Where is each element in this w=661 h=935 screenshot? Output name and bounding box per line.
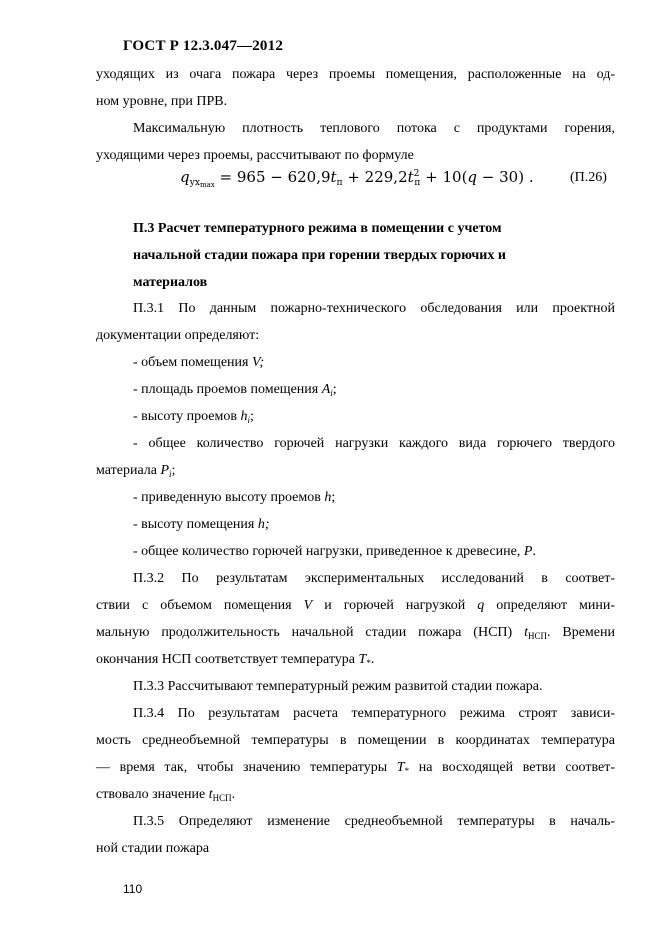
list-item: - общее количество горючей нагрузки каждого вида горючего твердого (133, 436, 615, 451)
text-line: документации определяют: (96, 328, 260, 343)
list-item: - высоту проемов $h_i$; (133, 409, 254, 425)
page-number: 110 (123, 882, 143, 896)
formula (180, 168, 534, 189)
formula-number: (П.26) (570, 170, 607, 185)
section-title: П.3 Расчет температурного режима в помещении с учетом (133, 221, 502, 236)
list-item: - площадь проемов помещения $A_i$; (133, 382, 337, 398)
text-line: Максимальную плотность теплового потока с продуктами горения, (133, 121, 615, 136)
formula-var: t (407, 168, 414, 186)
section-title: материалов (133, 275, 208, 290)
formula-sub: п (336, 178, 343, 188)
formula-var: q (180, 168, 190, 186)
formula-sub: ух (189, 178, 200, 188)
document-header: ГОСТ Р 12.3.047—2012 (123, 38, 284, 54)
formula-part: = 965 − 620,9 (214, 168, 331, 186)
formula-part: − 30) . (477, 168, 534, 186)
formula-sup: 2 (413, 169, 420, 179)
formula-subsub: max (199, 181, 215, 189)
section-title: начальной стадии пожара при горении твердых горючих и (133, 248, 506, 263)
text-line: П.3.3 Рассчитывают температурный режим развитой стадии пожара. (133, 679, 543, 694)
text-line: ствовало значение $t_{НСП}$. (96, 787, 236, 803)
text-line: ной стадии пожара (96, 841, 210, 856)
list-item: - общее количество горючей нагрузки, приведенное к древесине, P. (133, 544, 536, 559)
text-line: ствии с объемом помещения V и горючей нагрузкой q определяют мини- (96, 598, 615, 613)
formula-part: + 10( (420, 168, 468, 186)
text-line: мальную продолжительность начальной стадии пожара (НСП) $t_{НСП}$. Времени (96, 625, 615, 641)
list-item: материала $P_i$; (96, 463, 176, 479)
text-line: П.3.1 По данным пожарно-технического обследования или проектной (133, 301, 615, 316)
formula-part: + 229,2 (342, 168, 408, 186)
formula-var: q (467, 168, 478, 186)
list-item: - объем помещения V; (133, 355, 265, 370)
text-line: ном уровне, при ПРВ. (96, 94, 228, 109)
formula-sub: п (414, 178, 421, 188)
text-line: — время так, чтобы значению температуры $T_*$ на восходящей ветви соответ- (96, 760, 616, 776)
text-line: окончания НСП соответствует температура $T_*$. (96, 652, 375, 668)
text-line: П.3.5 Определяют изменение среднеобъемной температуры в началь- (133, 814, 615, 829)
formula-var: t (330, 168, 337, 186)
list-item: - высоту помещения h; (133, 517, 270, 532)
text-line: мость среднеобъемной температуры в помещении в координатах температура (96, 733, 615, 748)
list-item: - приведенную высоту проемов h; (133, 490, 336, 505)
text-line: уходящих из очага пожара через проемы помещения, расположенные на од- (96, 67, 615, 82)
text-line: П.3.2 По результатам экспериментальных исследований в соответ- (133, 571, 615, 586)
text-line: уходящими через проемы, рассчитывают по формуле (96, 148, 414, 163)
text-line: П.3.4 По результатам расчета температурного режима строят зависи- (133, 706, 615, 721)
